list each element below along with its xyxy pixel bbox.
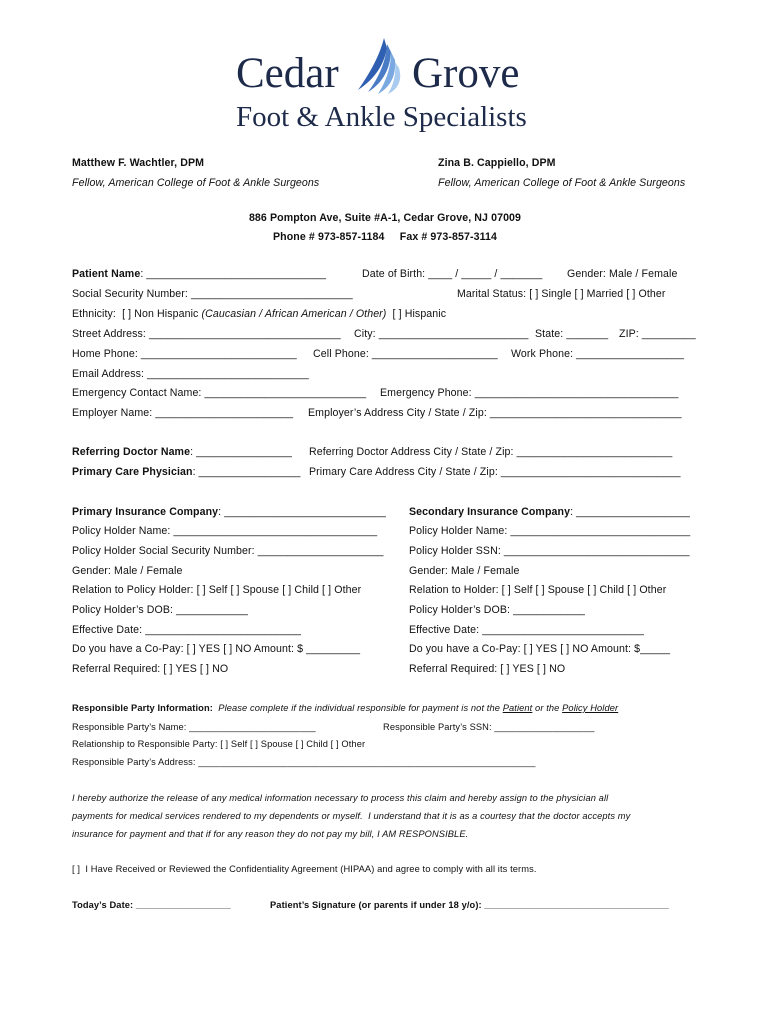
responsible-relationship-field[interactable]: Relationship to Responsible Party: [ ] Self [ ] Spouse [ ] Child [ ] Other bbox=[72, 739, 366, 749]
primary-referral-required-field[interactable]: Referral Required: [ ] YES [ ] NO bbox=[72, 663, 229, 675]
primary-insurance-line: : ___________________________ bbox=[218, 506, 387, 518]
referring-doctor-line: : ________________ bbox=[190, 446, 293, 458]
state-field[interactable]: State: _______ bbox=[535, 328, 609, 340]
secondary-relation-field[interactable]: Relation to Holder: [ ] Self [ ] Spouse [ ] Child [ ] Other bbox=[409, 584, 667, 596]
responsible-note-or: or the bbox=[532, 703, 563, 713]
primary-copay-field[interactable]: Do you have a Co-Pay: [ ] YES [ ] NO Amount: $ _________ bbox=[72, 643, 361, 655]
primary-policy-holder-name-field[interactable]: Policy Holder Name: __________________________________ bbox=[72, 525, 378, 537]
primary-care-label: Primary Care Physician bbox=[72, 466, 193, 478]
responsible-party-ssn-field[interactable]: Responsible Party’s SSN: ___________________ bbox=[383, 722, 595, 732]
date-of-birth-field[interactable]: Date of Birth: ____ / _____ / _______ bbox=[362, 268, 543, 280]
ethnicity-hispanic: [ ] Hispanic bbox=[386, 308, 447, 320]
email-field[interactable]: Email Address: ___________________________ bbox=[72, 368, 309, 380]
secondary-insurance-company-field[interactable] bbox=[409, 506, 690, 519]
secondary-policy-holder-ssn-field[interactable]: Policy Holder SSN: _______________________________ bbox=[409, 545, 690, 557]
secondary-policy-holder-name-field[interactable]: Policy Holder Name: ______________________________ bbox=[409, 525, 691, 537]
home-phone-field[interactable]: Home Phone: __________________________ bbox=[72, 348, 297, 360]
responsible-party-name-field[interactable]: Responsible Party’s Name: ________________________ bbox=[72, 722, 316, 732]
street-address-field[interactable]: Street Address: ________________________________ bbox=[72, 328, 341, 340]
responsible-address-field[interactable]: Responsible Party’s Address: ________________________________________________________________ bbox=[72, 757, 536, 767]
patient-name-label: Patient Name bbox=[72, 268, 141, 280]
emergency-phone-field[interactable]: Emergency Phone: __________________________________ bbox=[380, 387, 679, 399]
secondary-holder-dob-field[interactable]: Policy Holder’s DOB: ____________ bbox=[409, 604, 586, 616]
referring-doctor-label: Referring Doctor Name bbox=[72, 446, 191, 458]
primary-care-address-field[interactable]: Primary Care Address City / State / Zip: ______________________________ bbox=[309, 466, 681, 478]
authorization-line-3: insurance for payment and that if for any reason they do not pay my bill, I AM RESPONSIBLE. bbox=[72, 829, 469, 839]
patient-signature-field[interactable]: Patient’s Signature (or parents if under 18 y/o): ___________________________________ bbox=[270, 900, 669, 910]
primary-policy-holder-ssn-field[interactable]: Policy Holder Social Security Number: _____________________ bbox=[72, 545, 384, 557]
swoosh-logo-mark bbox=[354, 34, 414, 96]
primary-care-line: : _________________ bbox=[192, 466, 301, 478]
logo-word-cedar: Cedar bbox=[236, 50, 339, 97]
city-field[interactable]: City: _________________________ bbox=[354, 328, 529, 340]
emergency-contact-field[interactable]: Emergency Contact Name: ___________________________ bbox=[72, 387, 367, 399]
primary-effective-date-field[interactable]: Effective Date: __________________________ bbox=[72, 624, 302, 636]
doctor-1-name: Matthew F. Wachtler, DPM bbox=[72, 157, 205, 169]
referring-doctor-address-field[interactable]: Referring Doctor Address City / State / Zip: __________________________ bbox=[309, 446, 673, 458]
ethnicity-non-hispanic: Ethnicity: [ ] Non Hispanic bbox=[72, 308, 202, 320]
doctor-2-name: Zina B. Cappiello, DPM bbox=[438, 157, 556, 169]
primary-insurance-company-field[interactable] bbox=[72, 506, 386, 519]
authorization-line-1: I hereby authorize the release of any medical information necessary to process this claim and hereby assign to the physician all bbox=[72, 793, 609, 803]
logo-subtitle: Foot & Ankle Specialists bbox=[236, 101, 527, 133]
work-phone-field[interactable]: Work Phone: __________________ bbox=[511, 348, 685, 360]
secondary-effective-date-field[interactable]: Effective Date: ___________________________ bbox=[409, 624, 645, 636]
primary-care-field[interactable] bbox=[72, 466, 301, 479]
primary-holder-dob-field[interactable]: Policy Holder’s DOB: ____________ bbox=[72, 604, 249, 616]
patient-name-line: : ______________________________ bbox=[140, 268, 327, 280]
patient-name-field[interactable] bbox=[72, 268, 326, 281]
doctor-2-title: Fellow, American College of Foot & Ankle Surgeons bbox=[438, 177, 686, 189]
responsible-party-heading: Responsible Party Information: bbox=[72, 703, 213, 713]
marital-status-field[interactable]: Marital Status: [ ] Single [ ] Married [ ] Other bbox=[457, 288, 666, 300]
practice-address: 886 Pompton Ave, Suite #A-1, Cedar Grove, NJ 07009 bbox=[248, 212, 522, 224]
logo-word-grove: Grove bbox=[412, 50, 520, 97]
zip-field[interactable]: ZIP: _________ bbox=[619, 328, 696, 340]
ethnicity-subgroups: (Caucasian / African American / Other) bbox=[201, 308, 387, 320]
ssn-field[interactable]: Social Security Number: ___________________________ bbox=[72, 288, 353, 300]
secondary-insurance-label: Secondary Insurance Company bbox=[409, 506, 571, 518]
primary-gender-field[interactable]: Gender: Male / Female bbox=[72, 565, 183, 577]
primary-insurance-label: Primary Insurance Company bbox=[72, 506, 219, 518]
employer-address-field[interactable]: Employer’s Address City / State / Zip: ________________________________ bbox=[308, 407, 682, 419]
authorization-line-2: payments for medical services rendered to my dependents or myself. I understand that it is as a courtesy that the doctor accepts my bbox=[72, 811, 631, 821]
hipaa-acknowledgement-checkbox[interactable]: [ ] I Have Received or Reviewed the Confidentiality Agreement (HIPAA) and agree to comply with all its terms. bbox=[72, 864, 537, 874]
responsible-note-policy-holder: Policy Holder bbox=[562, 703, 619, 713]
secondary-insurance-line: : ___________________ bbox=[570, 506, 691, 518]
practice-phone-fax: Phone # 973-857-1184 Fax # 973-857-3114 bbox=[273, 231, 497, 243]
primary-relation-field[interactable]: Relation to Policy Holder: [ ] Self [ ] Spouse [ ] Child [ ] Other bbox=[72, 584, 362, 596]
responsible-note-patient: Patient bbox=[502, 703, 533, 713]
ethnicity-field[interactable] bbox=[72, 308, 446, 321]
doctor-1-title: Fellow, American College of Foot & Ankle Surgeons bbox=[72, 177, 320, 189]
todays-date-field[interactable]: Today’s Date: __________________ bbox=[72, 900, 231, 910]
secondary-referral-required-field[interactable]: Referral Required: [ ] YES [ ] NO bbox=[409, 663, 566, 675]
referring-doctor-field[interactable] bbox=[72, 446, 292, 459]
employer-name-field[interactable]: Employer Name: _______________________ bbox=[72, 407, 294, 419]
cell-phone-field[interactable]: Cell Phone: _____________________ bbox=[313, 348, 498, 360]
responsible-party-header bbox=[72, 702, 618, 715]
secondary-copay-field[interactable]: Do you have a Co-Pay: [ ] YES [ ] NO Amount: $_____ bbox=[409, 643, 671, 655]
secondary-gender-field[interactable]: Gender: Male / Female bbox=[409, 565, 520, 577]
responsible-party-note: Please complete if the individual responsible for payment is not the bbox=[212, 703, 503, 713]
gender-field[interactable]: Gender: Male / Female bbox=[567, 268, 678, 280]
